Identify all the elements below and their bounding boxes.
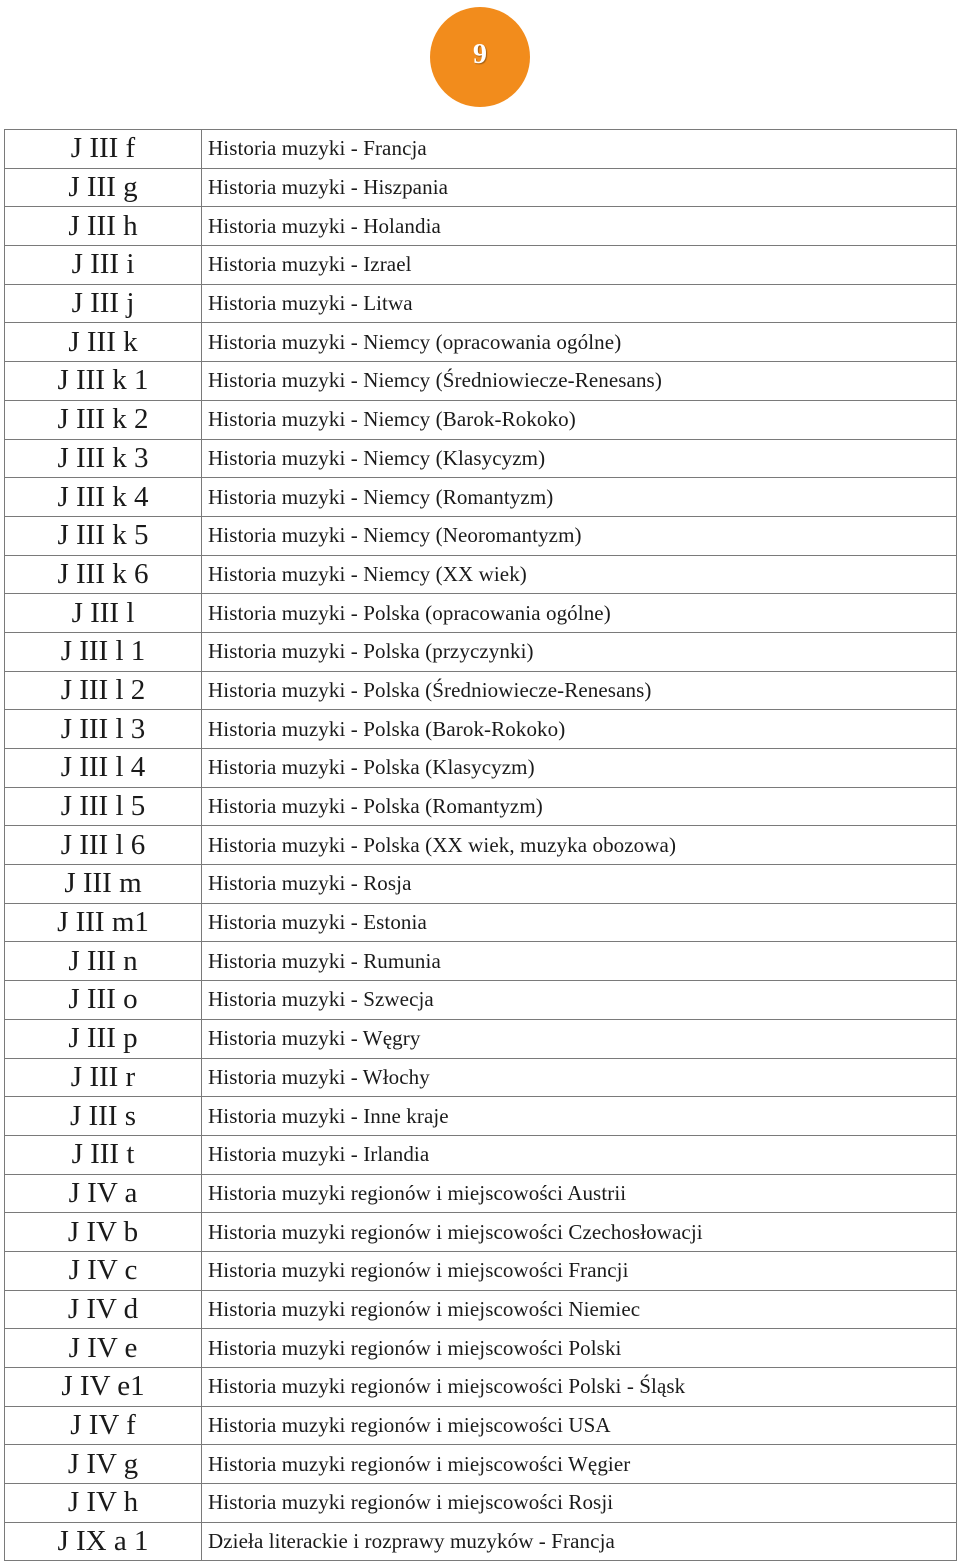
classification-description: Historia muzyki - Polska (Średniowiecze-Renesans) — [202, 671, 957, 710]
table-row — [5, 1097, 957, 1136]
classification-code: J III k 1 — [5, 362, 202, 401]
classification-code: J III l 3 — [5, 710, 202, 749]
table-row — [5, 1522, 957, 1561]
classification-description: Historia muzyki regionów i miejscowości Austrii — [202, 1174, 957, 1213]
classification-code: J III t — [5, 1135, 202, 1174]
classification-code: J III f — [5, 130, 202, 169]
classification-description: Historia muzyki - Izrael — [202, 246, 957, 285]
classification-description: Historia muzyki - Francja — [202, 130, 957, 169]
classification-description: Historia muzyki regionów i miejscowości Polski - Śląsk — [202, 1368, 957, 1407]
classification-description: Historia muzyki - Niemcy (Romantyzm) — [202, 478, 957, 517]
classification-description: Historia muzyki - Polska (opracowania ogólne) — [202, 594, 957, 633]
page-number: 9 — [473, 39, 487, 70]
table-row — [5, 478, 957, 517]
table-row — [5, 1058, 957, 1097]
classification-code: J III k 5 — [5, 516, 202, 555]
classification-description: Historia muzyki - Niemcy (opracowania ogólne) — [202, 323, 957, 362]
classification-code: J III m — [5, 865, 202, 904]
classification-code: J IV h — [5, 1484, 202, 1523]
table-row — [5, 555, 957, 594]
classification-code: J III r — [5, 1058, 202, 1097]
classification-description: Historia muzyki - Włochy — [202, 1058, 957, 1097]
classification-description: Historia muzyki regionów i miejscowości USA — [202, 1406, 957, 1445]
table-row — [5, 400, 957, 439]
classification-description: Historia muzyki - Estonia — [202, 903, 957, 942]
classification-code: J III n — [5, 942, 202, 981]
classification-code: J IV e — [5, 1329, 202, 1368]
classification-description: Dzieła literackie i rozprawy muzyków - Francja — [202, 1522, 957, 1561]
table-row — [5, 130, 957, 169]
classification-code: J IV a — [5, 1174, 202, 1213]
table-row — [5, 1484, 957, 1523]
classification-description: Historia muzyki - Inne kraje — [202, 1097, 957, 1136]
table-row — [5, 1174, 957, 1213]
classification-description: Historia muzyki regionów i miejscowości Czechosłowacji — [202, 1213, 957, 1252]
classification-description: Historia muzyki - Niemcy (XX wiek) — [202, 555, 957, 594]
classification-code: J III l 6 — [5, 826, 202, 865]
table-row — [5, 632, 957, 671]
classification-code: J III l 2 — [5, 671, 202, 710]
table-row — [5, 1213, 957, 1252]
table-row — [5, 1135, 957, 1174]
classification-description: Historia muzyki - Litwa — [202, 284, 957, 323]
classification-description: Historia muzyki - Niemcy (Klasycyzm) — [202, 439, 957, 478]
page-number-badge — [430, 7, 530, 107]
table-row — [5, 671, 957, 710]
table-row — [5, 981, 957, 1020]
table-row — [5, 207, 957, 246]
table-row — [5, 903, 957, 942]
classification-description: Historia muzyki - Rumunia — [202, 942, 957, 981]
table-row — [5, 710, 957, 749]
table-row — [5, 826, 957, 865]
table-row — [5, 284, 957, 323]
classification-description: Historia muzyki - Polska (przyczynki) — [202, 632, 957, 671]
classification-code: J III l — [5, 594, 202, 633]
classification-code: J III k 2 — [5, 400, 202, 439]
classification-code: J IV b — [5, 1213, 202, 1252]
classification-description: Historia muzyki - Szwecja — [202, 981, 957, 1020]
classification-description: Historia muzyki - Irlandia — [202, 1135, 957, 1174]
classification-code: J III g — [5, 168, 202, 207]
classification-code: J III l 4 — [5, 749, 202, 788]
table-row — [5, 865, 957, 904]
classification-code: J III o — [5, 981, 202, 1020]
classification-code: J III l 5 — [5, 787, 202, 826]
table-row — [5, 516, 957, 555]
classification-description: Historia muzyki regionów i miejscowości Rosji — [202, 1484, 957, 1523]
table-row — [5, 1368, 957, 1407]
classification-table — [4, 129, 957, 1561]
classification-code: J III k — [5, 323, 202, 362]
table-row — [5, 246, 957, 285]
classification-description: Historia muzyki - Rosja — [202, 865, 957, 904]
classification-code: J III m1 — [5, 903, 202, 942]
classification-code: J III l 1 — [5, 632, 202, 671]
classification-description: Historia muzyki - Holandia — [202, 207, 957, 246]
classification-code: J III p — [5, 1019, 202, 1058]
classification-code: J IV c — [5, 1251, 202, 1290]
classification-description: Historia muzyki regionów i miejscowości Francji — [202, 1251, 957, 1290]
table-row — [5, 439, 957, 478]
classification-table-body — [5, 130, 957, 1561]
classification-description: Historia muzyki - Niemcy (Neoromantyzm) — [202, 516, 957, 555]
classification-code: J IV e1 — [5, 1368, 202, 1407]
classification-code: J IV d — [5, 1290, 202, 1329]
table-row — [5, 942, 957, 981]
classification-description: Historia muzyki - Węgry — [202, 1019, 957, 1058]
classification-code: J III s — [5, 1097, 202, 1136]
table-row — [5, 1406, 957, 1445]
classification-description: Historia muzyki regionów i miejscowości Niemiec — [202, 1290, 957, 1329]
classification-code: J III k 6 — [5, 555, 202, 594]
table-row — [5, 168, 957, 207]
classification-code: J IV g — [5, 1445, 202, 1484]
classification-description: Historia muzyki - Polska (XX wiek, muzyka obozowa) — [202, 826, 957, 865]
classification-code: J III k 3 — [5, 439, 202, 478]
table-row — [5, 1290, 957, 1329]
classification-description: Historia muzyki - Hiszpania — [202, 168, 957, 207]
classification-code: J IV f — [5, 1406, 202, 1445]
classification-description: Historia muzyki - Niemcy (Średniowiecze-Renesans) — [202, 362, 957, 401]
classification-description: Historia muzyki regionów i miejscowości Polski — [202, 1329, 957, 1368]
classification-description: Historia muzyki - Polska (Klasycyzm) — [202, 749, 957, 788]
classification-description: Historia muzyki - Polska (Romantyzm) — [202, 787, 957, 826]
table-row — [5, 1445, 957, 1484]
table-row — [5, 749, 957, 788]
classification-description: Historia muzyki - Niemcy (Barok-Rokoko) — [202, 400, 957, 439]
classification-code: J III j — [5, 284, 202, 323]
table-row — [5, 594, 957, 633]
table-row — [5, 1329, 957, 1368]
table-row — [5, 1251, 957, 1290]
classification-code: J IX a 1 — [5, 1522, 202, 1561]
table-row — [5, 362, 957, 401]
classification-description: Historia muzyki regionów i miejscowości Węgier — [202, 1445, 957, 1484]
classification-description: Historia muzyki - Polska (Barok-Rokoko) — [202, 710, 957, 749]
classification-code: J III i — [5, 246, 202, 285]
classification-code: J III h — [5, 207, 202, 246]
table-row — [5, 323, 957, 362]
table-row — [5, 787, 957, 826]
classification-code: J III k 4 — [5, 478, 202, 517]
table-row — [5, 1019, 957, 1058]
